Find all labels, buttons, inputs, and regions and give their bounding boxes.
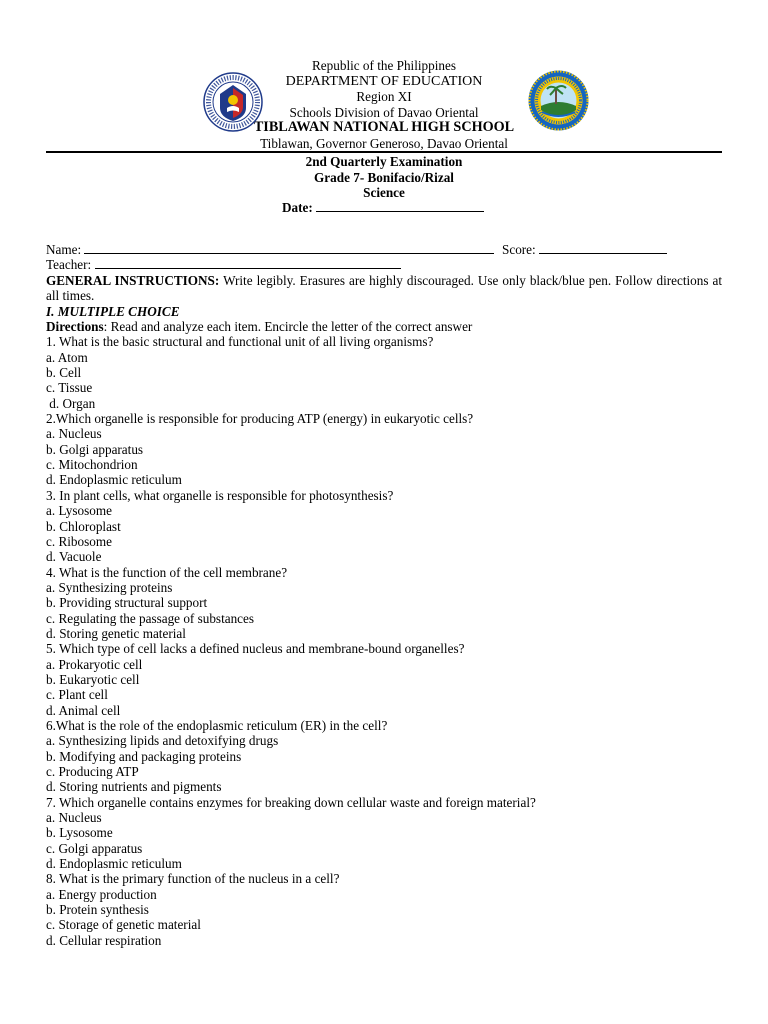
choice-d[interactable]: d. Cellular respiration [46,932,162,948]
choice-c[interactable]: c. Golgi apparatus [46,840,143,856]
school-address: Tiblawan, Governor Generoso, Davao Oriental [260,135,508,151]
choice-b[interactable]: b. Providing structural support [46,595,208,611]
department-line: DEPARTMENT OF EDUCATION [285,73,483,89]
school-name: TIBLAWAN NATIONAL HIGH SCHOOL [253,119,515,135]
choice-d[interactable]: d. Organ [46,395,96,411]
division-line: Schools Division of Davao Oriental [289,104,479,120]
choice-c[interactable]: c. Regulating the passage of substances [46,610,255,626]
instructions-label: GENERAL INSTRUCTIONS: [46,273,220,288]
score-field [502,242,667,257]
question-6 [46,718,722,795]
choice-d[interactable]: d. Vacuole [46,549,102,565]
choice-b[interactable]: b. Modifying and packaging proteins [46,748,242,764]
question-text: 8. What is the primary function of the nucleus in a cell? [46,871,340,887]
choice-c[interactable]: c. Mitochondrion [46,457,138,473]
instructions-text: Write legibly. Erasures are highly discouraged. Use only black/blue pen. Follow directions at all times. [46,273,723,304]
question-text: 7. Which organelle contains enzymes for breaking down cellular waste and foreign material? [46,794,536,810]
directions-text: : Read and analyze each item. Encircle the letter of the correct answer [103,319,473,335]
choice-a[interactable]: a. Synthesizing proteins [46,579,173,595]
region-line: Region XI [356,89,412,104]
choice-d[interactable]: d. Endoplasmic reticulum [46,856,182,872]
name-blank[interactable] [84,242,494,254]
choice-a[interactable]: a. Synthesizing lipids and detoxifying drugs [46,733,279,749]
header-divider [46,151,722,153]
question-7 [46,795,722,872]
choice-a[interactable]: a. Atom [46,349,88,365]
choice-a[interactable]: a. Nucleus [46,426,102,442]
choice-a[interactable]: a. Lysosome [46,503,112,519]
question-8 [46,871,722,948]
question-3 [46,488,722,565]
question-text: 2.Which organelle is responsible for producing ATP (energy) in eukaryotic cells? [46,411,474,427]
document-header [0,58,768,151]
directions [46,319,722,334]
date-label: Date: [282,200,313,215]
deped-seal-icon [203,72,263,132]
republic-line: Republic of the Philippines [312,58,456,73]
exam-body [46,273,722,948]
choice-c[interactable]: c. Storage of genetic material [46,917,201,933]
teacher-label: Teacher: [46,257,92,273]
score-blank[interactable] [539,242,667,254]
question-1 [46,334,722,411]
choice-d[interactable]: d. Endoplasmic reticulum [46,472,182,488]
general-instructions [46,273,722,304]
score-label: Score: [502,242,536,257]
question-text: 1. What is the basic structural and functional unit of all living organisms? [46,334,434,350]
question-text: 6.What is the role of the endoplasmic reticulum (ER) in the cell? [46,717,388,733]
exam-title-block [0,154,768,201]
student-info [46,242,722,273]
question-text: 5. Which type of cell lacks a defined nucleus and membrane-bound organelles? [46,641,465,657]
choice-b[interactable]: b. Protein synthesis [46,902,149,918]
choice-b[interactable]: b. Eukaryotic cell [46,671,140,687]
choice-c[interactable]: c. Plant cell [46,687,108,703]
teacher-row [46,257,722,272]
choice-b[interactable]: b. Chloroplast [46,518,121,534]
choice-d[interactable]: d. Animal cell [46,702,121,718]
question-text: 3. In plant cells, what organelle is responsible for photosynthesis? [46,487,394,503]
choice-b[interactable]: b. Cell [46,365,82,381]
school-seal-icon [528,70,589,131]
question-2 [46,411,722,488]
choice-c[interactable]: c. Ribosome [46,533,112,549]
section-title: I. MULTIPLE CHOICE [46,303,180,319]
choice-b[interactable]: b. Golgi apparatus [46,441,144,457]
name-row [46,242,722,257]
exam-grade: Grade 7- Bonifacio/Rizal [314,169,454,185]
choice-b[interactable]: b. Lysosome [46,825,113,841]
name-label: Name: [46,242,82,257]
date-line [282,200,484,215]
choice-a[interactable]: a. Energy production [46,886,157,902]
directions-label: Directions [46,319,104,335]
choice-d[interactable]: d. Storing nutrients and pigments [46,779,222,795]
question-4 [46,565,722,642]
choice-c[interactable]: c. Producing ATP [46,764,139,779]
choice-a[interactable]: a. Prokaryotic cell [46,656,143,672]
choice-a[interactable]: a. Nucleus [46,810,102,826]
question-text: 4. What is the function of the cell membrane? [46,564,288,580]
exam-title: 2nd Quarterly Examination [305,154,463,169]
choice-d[interactable]: d. Storing genetic material [46,625,186,641]
teacher-blank[interactable] [95,257,401,269]
question-5 [46,641,722,718]
exam-subject: Science [363,185,405,200]
choice-c[interactable]: c. Tissue [46,380,93,396]
date-blank[interactable] [316,200,484,212]
